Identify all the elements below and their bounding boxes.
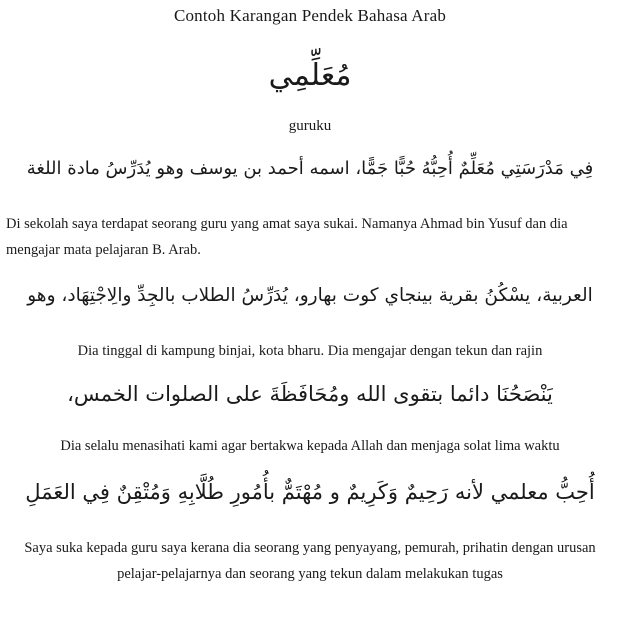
translation-2: Dia tinggal di kampung binjai, kota bharu. Dia mengajar dengan tekun dan rajin — [77, 343, 543, 359]
translation-4: Saya suka kepada guru saya kerana dia seorang yang penyayang, pemurah, prihatin dengan urusan pelajar-pelajarnya dan seorang yang tekun dalam melakukan tugas — [24, 540, 596, 582]
arabic-line-3: يَنْصَحُنَا دائما بتقوى الله ومُحَافَظَةَ على الصلوات الخمس، — [67, 382, 553, 406]
translation-3: Dia selalu menasihati kami agar bertakwa kepada Allah dan menjaga solat lima waktu — [60, 438, 560, 454]
arabic-line-1: فِي مَدْرَسَتِي مُعَلِّمٌ أُحِبُّهُ حُبًّا جَمًّا، اسمه أحمد بن يوسف وهو يُدَرِّسُ مادة اللغة — [26, 158, 594, 179]
arabic-line-2: العربية، يسْكُنُ بقرية بينجاي كوت بهارو، يُدَرِّسُ الطلاب بالجِدِّ والِاجْتِهَاد، وهو — [27, 285, 593, 306]
arabic-heading: مُعَلِّمِي — [268, 58, 352, 93]
document-title: Contoh Karangan Pendek Bahasa Arab — [173, 6, 447, 25]
translation-1: Di sekolah saya terdapat seorang guru yang amat saya sukai. Namanya Ahmad bin Yusuf dan dia mengajar mata pelajaran B. Arab. — [6, 216, 568, 258]
heading-translation: guruku — [288, 118, 332, 134]
arabic-line-4: أُحِبُّ معلمي لأنه رَحِيمٌ وَكَرِيمٌ و مُهْتَمٌّ بأُمُورِ طُلَّابِهِ وَمُتْقِنٌ فِي العَمَلِ — [25, 480, 595, 504]
